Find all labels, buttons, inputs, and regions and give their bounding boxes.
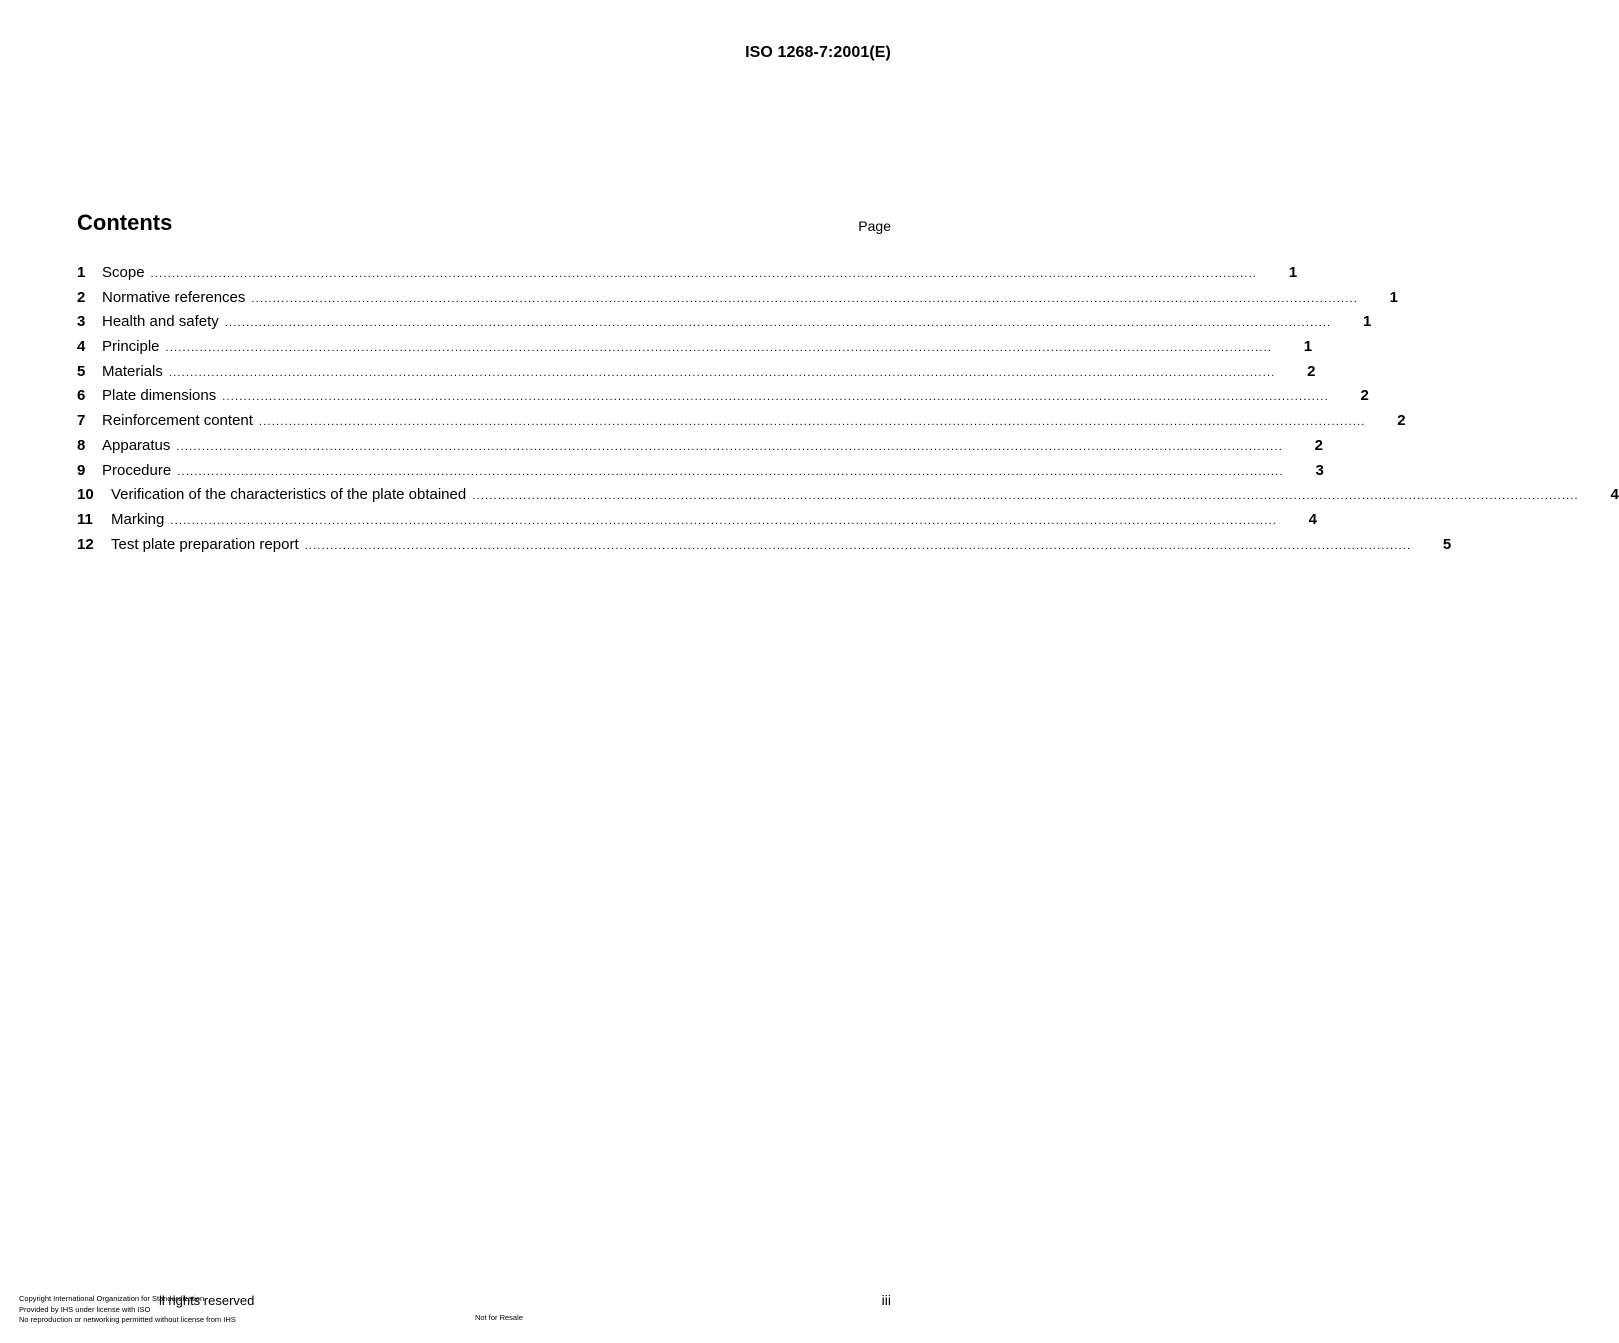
toc-entry[interactable] <box>77 286 1398 311</box>
toc-dot-leader: .................................................................................................................................................................................................................................................................... <box>150 268 1258 280</box>
toc-entry[interactable] <box>77 310 1372 335</box>
toc-dot-leader: .................................................................................................................................................................................................................................................................... <box>258 416 1366 429</box>
toc-entry[interactable] <box>77 533 1452 558</box>
toc-entry-page: 2 <box>1314 436 1323 454</box>
toc-entry-number: 2 <box>77 288 86 306</box>
not-for-resale-label: Not for Resale <box>475 1313 523 1322</box>
toc-entry-title: Plate dimensions <box>102 387 217 405</box>
toc-entry-title: Marking <box>111 510 165 528</box>
toc-entry[interactable] <box>77 483 1619 508</box>
toc-entry-page: 3 <box>1315 461 1324 479</box>
toc-entry-number: 6 <box>77 387 86 405</box>
toc-entry-title: Reinforcement content <box>102 412 253 430</box>
toc-dot-leader: .................................................................................................................................................................................................................................................................... <box>472 490 1579 503</box>
toc-entry-number: 1 <box>77 264 86 281</box>
toc-entry-page: 1 <box>1288 264 1298 281</box>
toc-entry-title: Normative references <box>102 288 246 306</box>
toc-entry-title: Apparatus <box>102 436 171 454</box>
toc-dot-leader: .................................................................................................................................................................................................................................................................... <box>176 440 1283 453</box>
table-of-contents <box>77 261 1619 557</box>
toc-entry-title: Procedure <box>102 461 172 479</box>
copyright-line: Copyright International Organization for Standardization <box>19 1294 205 1303</box>
toc-entry-number: 7 <box>77 412 86 430</box>
toc-entry[interactable] <box>77 508 1317 533</box>
page-column-label: Page <box>858 218 891 234</box>
toc-entry-page: 2 <box>1397 412 1406 430</box>
toc-entry-number: 4 <box>77 338 86 356</box>
toc-dot-leader: .................................................................................................................................................................................................................................................................... <box>224 317 1332 330</box>
reproduction-line: No reproduction or networking permitted without license from IHS <box>19 1315 236 1324</box>
toc-entry[interactable] <box>77 261 1298 286</box>
toc-entry-page: 1 <box>1389 288 1398 306</box>
footer-rights-text: ll rights reserved <box>159 1293 255 1308</box>
toc-entry-page: 1 <box>1363 313 1372 331</box>
toc-entry-number: 12 <box>77 535 94 553</box>
toc-entry[interactable] <box>77 409 1406 434</box>
contents-heading: Contents <box>77 210 173 235</box>
toc-entry[interactable] <box>77 459 1324 484</box>
toc-entry-page: 4 <box>1610 486 1619 504</box>
toc-entry-number: 11 <box>77 510 93 528</box>
document-code: ISO 1268-7:2001(E) <box>745 44 891 61</box>
license-line: Provided by IHS under license with ISO <box>19 1304 151 1314</box>
toc-entry-number: 9 <box>77 461 86 479</box>
toc-dot-leader: .................................................................................................................................................................................................................................................................... <box>304 539 1412 552</box>
toc-entry-title: Scope <box>102 264 145 281</box>
toc-entry-title: Materials <box>102 362 163 380</box>
toc-entry-number: 3 <box>77 313 86 331</box>
footer-copyright-notice <box>19 1294 236 1326</box>
toc-dot-leader: .................................................................................................................................................................................................................................................................... <box>177 465 1284 478</box>
toc-entry-page: 1 <box>1303 338 1313 356</box>
toc-entry-page: 2 <box>1360 387 1369 405</box>
toc-entry-page: 4 <box>1308 510 1317 528</box>
toc-entry-page: 2 <box>1307 362 1316 380</box>
toc-entry[interactable] <box>77 384 1369 409</box>
toc-entry[interactable] <box>77 335 1313 360</box>
toc-entry-title: Verification of the characteristics of the plate obtained <box>111 486 467 504</box>
toc-dot-leader: .................................................................................................................................................................................................................................................................... <box>170 514 1277 527</box>
toc-entry-title: Test plate preparation report <box>111 535 299 553</box>
page-number: iii <box>881 1292 891 1308</box>
toc-entry[interactable] <box>77 360 1316 385</box>
toc-entry-number: 10 <box>77 486 94 504</box>
toc-dot-leader: .................................................................................................................................................................................................................................................................... <box>168 366 1276 379</box>
toc-dot-leader: .................................................................................................................................................................................................................................................................... <box>251 292 1358 305</box>
toc-entry[interactable] <box>77 434 1323 459</box>
toc-entry-number: 8 <box>77 436 86 454</box>
toc-entry-page: 5 <box>1442 535 1452 553</box>
toc-dot-leader: .................................................................................................................................................................................................................................................................... <box>222 391 1329 404</box>
toc-entry-number: 5 <box>77 362 86 380</box>
toc-dot-leader: .................................................................................................................................................................................................................................................................... <box>165 342 1273 355</box>
toc-entry-title: Principle <box>102 338 160 356</box>
toc-entry-title: Health and safety <box>102 313 219 331</box>
